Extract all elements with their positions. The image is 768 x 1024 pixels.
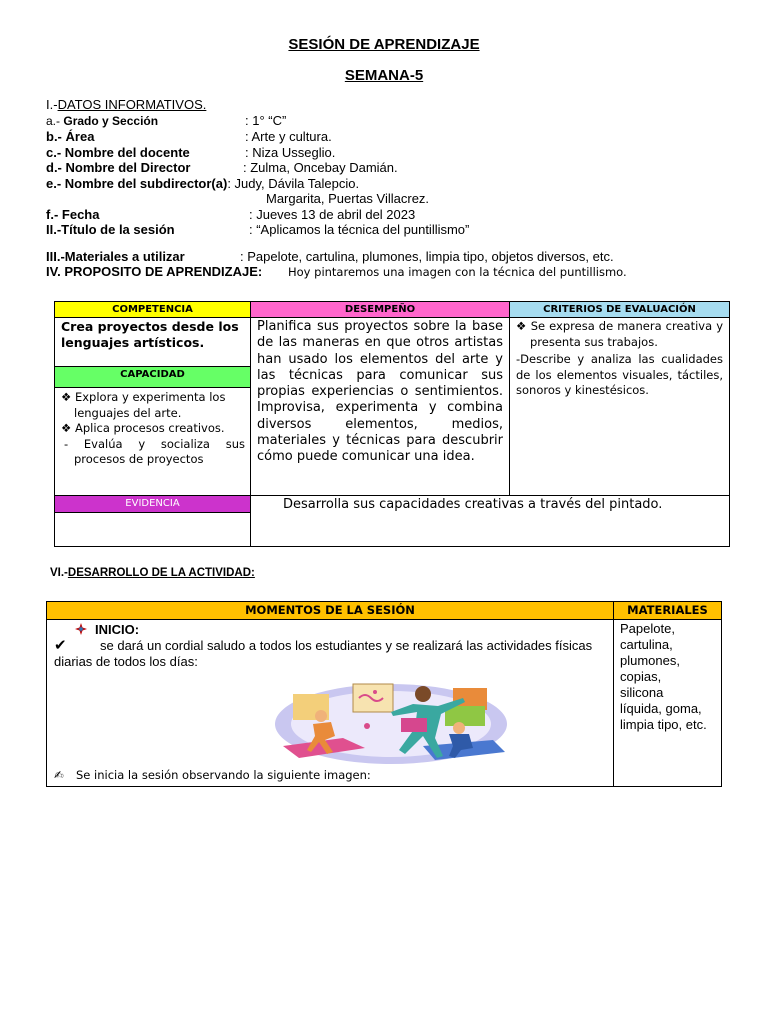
datos-section-title xyxy=(46,97,206,113)
inicio-label: INICIO: xyxy=(95,622,140,637)
competencia-cell xyxy=(55,318,251,496)
momentos-cell xyxy=(47,620,614,787)
list-item: limpia tipo, etc. xyxy=(620,717,707,732)
list-item: Papelote, xyxy=(620,621,675,636)
materiales-header: MATERIALES xyxy=(614,602,722,620)
datos-prefix: I.- xyxy=(46,97,58,112)
inicio-paragraph xyxy=(54,637,605,670)
info-row-fecha: f.- Fecha xyxy=(46,207,100,222)
momentos-header: MOMENTOS DE LA SESIÓN xyxy=(47,602,614,620)
proposito-label: IV. PROPOSITO DE APRENDIZAJE: xyxy=(46,264,263,279)
evidencia-header: EVIDENCIA xyxy=(55,496,250,513)
info-row-area: b.- Área xyxy=(46,129,95,144)
info-row-grado: a.- Grado y Sección xyxy=(46,114,159,128)
materiales-list xyxy=(614,620,721,733)
exercise-illustration xyxy=(273,676,513,766)
list-item: copias, xyxy=(620,669,662,684)
momentos-table xyxy=(46,601,722,787)
criterios-cell xyxy=(510,318,730,496)
desempeno-text: Planifica sus proyectos sobre la base de las maneras en que otros artistas han usado los elementos del arte y las técnicas para comunicar sus propias experiencias o sentimientos. Improvisa, experimenta y combina diversos elementos, medios, materiales y técnicas para descubrir cómo puede comunicar una idea. xyxy=(257,319,503,465)
info-value-docente: : Niza Usseglio. xyxy=(245,145,336,160)
materiales-label: III.-Materiales a utilizar xyxy=(46,249,185,264)
competencias-table xyxy=(54,301,730,547)
week-title: SEMANA-5 xyxy=(344,67,424,84)
info-value-subdirector-2: Margarita, Puertas Villacrez. xyxy=(266,191,430,206)
inicio-row xyxy=(75,622,139,637)
list-item: - Evalúa y socializa sus procesos de proyectos xyxy=(64,436,245,466)
list-item: silicona xyxy=(620,685,664,700)
info-value-fecha: : Jueves 13 de abril del 2023 xyxy=(249,207,416,222)
competencia-header: COMPETENCIA xyxy=(55,302,251,318)
materiales-value: : Papelote, cartulina, plumones, limpia tipo, objetos diversos, etc. xyxy=(240,249,614,264)
info-value-titulo: : “Aplicamos la técnica del puntillismo” xyxy=(249,222,470,237)
competencia-text: Crea proyectos desde los lenguajes artísticos. xyxy=(61,319,239,350)
evidencia-cell xyxy=(55,496,251,547)
observa-text: Se inicia la sesión observando la siguiente imagen: xyxy=(76,768,371,782)
observa-row xyxy=(54,768,371,782)
desempeno-cell xyxy=(251,318,510,496)
desempeno-header: DESEMPEÑO xyxy=(251,302,510,318)
capacidad-header: CAPACIDAD xyxy=(55,366,250,388)
evidencia-text: Desarrolla sus capacidades creativas a través del pintado. xyxy=(283,497,663,512)
list-item: -Describe y analiza las cualidades de los elementos visuales, táctiles, sonoros y kinestésicos. xyxy=(516,352,723,397)
desarrollo-title: VI.-DESARROLLO DE LA ACTIVIDAD: xyxy=(50,567,255,579)
inicio-text: se dará un cordial saludo a todos los estudiantes y se realizará las actividades físicas diarias de todos los días: xyxy=(54,638,593,669)
datos-title: DATOS INFORMATIVOS. xyxy=(57,97,207,112)
list-item: líquida, goma, xyxy=(620,701,702,716)
list-item: plumones, xyxy=(620,653,680,668)
list-item: ❖ Explora y experimenta los lenguajes del arte. xyxy=(61,390,226,420)
evidencia-text-cell xyxy=(251,496,730,547)
diamond-bullet-icon xyxy=(75,623,87,635)
proposito-value: Hoy pintaremos una imagen con la técnica del puntillismo. xyxy=(288,265,627,279)
info-row-titulo: II.-Título de la sesión xyxy=(46,222,175,237)
info-value-area: : Arte y cultura. xyxy=(245,129,332,144)
materiales-cell xyxy=(614,620,722,787)
list-item: ❖ Se expresa de manera creativa y presenta sus trabajos. xyxy=(516,319,723,349)
capacidades-list xyxy=(55,388,250,468)
info-row-subdirector: e.- Nombre del subdirector(a): Judy, Dávila Talepcio. xyxy=(46,176,360,191)
pencil-hand-icon: ✍ xyxy=(54,768,64,782)
info-value-grado: : 1° “C” xyxy=(245,113,287,128)
info-row-director: d.- Nombre del Director xyxy=(46,160,191,175)
info-value-director: : Zulma, Oncebay Damián. xyxy=(243,160,398,175)
check-icon: ✔ xyxy=(54,636,67,654)
info-row-docente: c.- Nombre del docente xyxy=(46,145,190,160)
list-item: ❖ Aplica procesos creativos. xyxy=(61,421,225,435)
criterios-list xyxy=(510,318,729,399)
list-item: cartulina, xyxy=(620,637,673,652)
page-title: SESIÓN DE APRENDIZAJE xyxy=(288,36,480,53)
criterios-header: CRITERIOS DE EVALUACIÓN xyxy=(510,302,730,318)
